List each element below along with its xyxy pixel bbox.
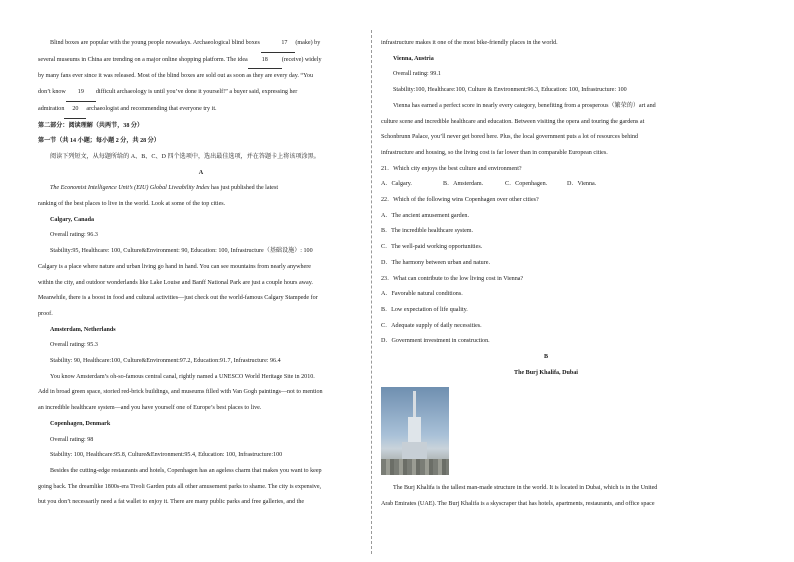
amsterdam-text-1: You know Amsterdam’s oh-so-famous central canal, rightly named a UNESCO World Heritage Site in 2010. — [50, 373, 315, 380]
option-c: C．The well-paid working opportunities. — [381, 244, 483, 251]
cloze-text: admiration — [38, 105, 65, 112]
instruction: 阅读下列短文，从每题所给的 A、B、C、D 四个选项中，选出最佳选项，并在答题卡上将该项涂黑。 — [50, 153, 320, 160]
city-title-vienna: Vienna, Austria — [393, 55, 434, 62]
passage-intro — [38, 181, 364, 197]
cloze-line-1 — [38, 36, 364, 53]
vienna-text-1: Vienna has earned a perfect score in nearly every category, benefiting from a prosperous（繁荣的）art and — [393, 102, 656, 109]
question-23: 23．What can contribute to the low living cost in Vienna? — [381, 275, 524, 282]
city-skyline — [381, 459, 449, 475]
part-heading: 第二部分：阅读理解（共两节，38 分） — [38, 122, 144, 129]
vienna-text-3: Schonbrunn Palace, you’ll never get bored here. Plus, the local government puts a lot of resources behind — [381, 134, 639, 141]
column-divider — [371, 30, 372, 554]
cloze-line-3: by many fans ever since it was released. Most of the blind boxes are sold out as soon as they are every day. “You — [38, 73, 313, 80]
copenhagen-text-3: but you don’t necessarily need a fat wallet to enjoy it. There are many public parks and free galleries, and the — [38, 499, 305, 506]
question-22: 22．Which of the following wins Copenhagen over other cities? — [381, 197, 539, 204]
rating-copenhagen: Overall rating: 98 — [50, 436, 94, 443]
option-a: A．Calgary. — [381, 181, 412, 188]
section-heading: 第一节（共 14 小题；每小题 2 分，共 28 分） — [38, 138, 160, 145]
stats-amsterdam: Stability: 90, Healthcare:100, Culture&Environment:97.2, Education:91.7, Infrastructure: 96.4 — [50, 358, 281, 365]
amsterdam-text-3: an incredible healthcare system—and you have yourself one of Europe’s best places to live. — [38, 405, 262, 412]
calgary-text-2: within the city, and outdoor wonderlands like Lake Louise and Banff National Park are just a couple hours away. — [38, 279, 313, 286]
cloze-text: Blind boxes are popular with the young people nowadays. Archaeological blind boxes — [50, 40, 260, 46]
right-column — [381, 36, 711, 513]
blank-17: 17 — [261, 36, 295, 53]
calgary-text-1: Calgary is a place where nature and urban living go hand in hand. You can see mountains from nearly anywhere — [38, 263, 311, 270]
passage-intro-2: ranking of the best places to live in the world. Look at some of the top cities. — [38, 201, 226, 208]
left-column — [38, 36, 364, 511]
index-title: The Economist Intelligence Unit’s (EIU) Global Liveability Index — [50, 185, 210, 192]
blank-19: 19 — [66, 85, 96, 102]
rating-calgary: Overall rating: 96.3 — [50, 232, 98, 239]
blank-20: 20 — [64, 102, 86, 119]
stats-vienna: Stability:100, Healthcare:100, Culture & Environment:96.3, Education: 100, Infrastructure: 100 — [393, 87, 627, 94]
city-title-amsterdam: Amsterdam, Netherlands — [50, 326, 116, 333]
option-c: C．Adequate supply of daily necessities. — [381, 322, 482, 329]
vienna-text-2: culture scene and incredible healthcare and education. Between visiting the opera and touring the gardens at — [381, 118, 645, 125]
rating-vienna: Overall rating: 99.1 — [393, 71, 441, 78]
passage-label-b: B — [543, 354, 549, 361]
vienna-text-4: infrastructure and housing, so the living cost is far lower than in comparable European cities. — [381, 149, 608, 156]
cloze-text: several museums in China are trending on a major online shopping platform. The idea — [38, 56, 248, 63]
city-title-copenhagen: Copenhagen, Denmark — [50, 420, 111, 427]
intro-text: has just published the latest — [209, 185, 279, 192]
cloze-text: don’t know — [38, 89, 66, 96]
cloze-text: (make) by — [295, 40, 321, 46]
copenhagen-text-2: going back. The dreamlike 1800s-era Tivoli Garden puts all other amusement parks to shame. The city is expensive, — [38, 483, 322, 490]
passage-label-a: A — [198, 169, 204, 176]
burj-text-2: Arab Emirates (UAE). The Burj Khalifa is a skyscraper that has hotels, apartments, restaurants, and office space — [381, 501, 655, 508]
cloze-line-2 — [38, 53, 364, 70]
cloze-line-5 — [38, 102, 364, 119]
option-c: C．Copenhagen. — [505, 181, 548, 188]
option-d: D．Vienna. — [567, 181, 597, 188]
city-title-calgary: Calgary, Canada — [50, 216, 95, 223]
cloze-text: (receive) widely — [281, 56, 322, 63]
stats-copenhagen: Stability: 100, Healthcare:95.8, Culture&Environment:95.4, Education: 100, Infrastructure:100 — [50, 452, 283, 459]
copenhagen-text-4: infrastructure makes it one of the most bike-friendly places in the world. — [381, 40, 558, 46]
option-a: A．The ancient amusement garden. — [381, 212, 469, 219]
burj-khalifa-photo — [381, 387, 449, 475]
copenhagen-text-1: Besides the cutting-edge restaurants and hotels, Copenhagen has an ageless charm that makes you want to keep — [50, 467, 322, 474]
option-d: D．The harmony between urban and nature. — [381, 259, 490, 266]
amsterdam-text-2: Add in broad green space, storied red-brick buildings, and museums filled with Van Gogh paintings—not to mention — [38, 389, 323, 396]
cloze-line-4 — [38, 85, 364, 102]
calgary-text-3: Meanwhile, there is a boost in food and cultural activities—just check out the world-famous Calgary Stampede for — [38, 295, 318, 302]
option-b: B．The incredible healthcare system. — [381, 228, 474, 235]
burj-title: The Burj Khalifa, Dubai — [514, 369, 578, 376]
burj-text-1: The Burj Khalifa is the tallest man-made structure in the world. It is located in Dubai, which is in the United — [393, 485, 658, 492]
calgary-text-4: proof. — [38, 310, 53, 317]
cloze-text: archaeologist and recommending that everyone try it. — [86, 105, 217, 112]
blank-18: 18 — [248, 53, 282, 70]
cloze-text: difficult archaeology is until you’ve done it yourself!” a buyer said, expressing her — [95, 89, 298, 96]
option-b: B．Amsterdam. — [443, 181, 484, 188]
rating-amsterdam: Overall rating: 95.3 — [50, 342, 98, 349]
question-21: 21．Which city enjoys the best culture and environment? — [381, 165, 522, 172]
question-21-options — [381, 177, 711, 193]
option-a: A．Favorable natural conditions. — [381, 291, 463, 298]
option-d: D．Government investment in construction. — [381, 338, 490, 345]
option-b: B．Low expectation of life quality. — [381, 306, 468, 313]
stats-calgary: Stability:95, Healthcare: 100, Culture&Environment: 90, Education: 100, Infrastructure（基础设施）: 100 — [50, 248, 313, 255]
